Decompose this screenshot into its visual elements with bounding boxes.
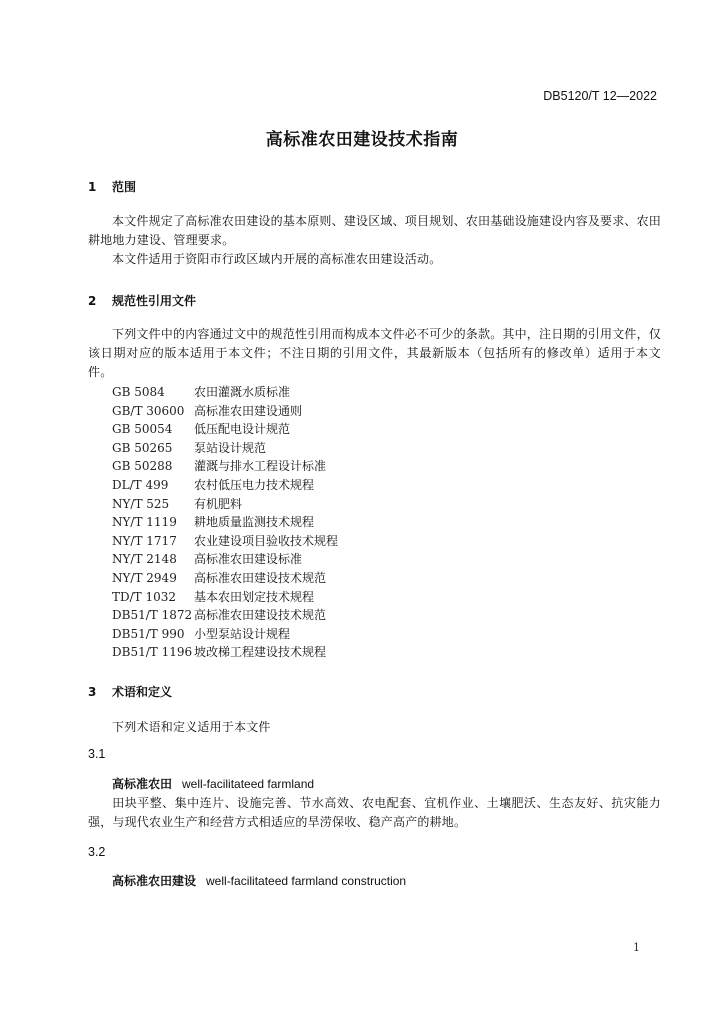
section-3-heading <box>88 683 172 700</box>
reference-code: GB 50265 <box>112 440 173 455</box>
reference-item <box>112 439 338 458</box>
reference-code: DB51/T 990 <box>112 626 185 641</box>
reference-title: 基本农田划定技术规程 <box>194 589 315 604</box>
reference-code: GB 50288 <box>112 459 173 474</box>
section-1-heading <box>88 178 136 195</box>
section-title: 规范性引用文件 <box>112 294 197 308</box>
reference-title: 灌溉与排水工程设计标准 <box>194 459 327 474</box>
term-chinese: 高标准农田建设 <box>112 874 197 888</box>
clause-number: 3.2 <box>88 845 106 859</box>
reference-title: 耕地质量监测技术规程 <box>194 515 315 530</box>
reference-code: GB 5084 <box>112 385 165 399</box>
reference-title: 泵站设计规范 <box>194 440 267 455</box>
reference-item <box>112 550 338 569</box>
term-english: well-facilitateed farmland construction <box>206 874 407 888</box>
reference-item <box>112 495 338 514</box>
paragraph-text: 本文件规定了高标准农田建设的基本原则、建设区域、项目规划、农田基础设施建设内容及要求、农田耕地地力建设、管理要求。 <box>88 214 662 247</box>
reference-item <box>112 383 338 402</box>
reference-title: 高标准农田建设通则 <box>194 403 303 418</box>
reference-item <box>112 569 338 588</box>
section-number: 2 <box>88 294 97 308</box>
reference-code: NY/T 525 <box>112 496 170 511</box>
scope-paragraph-1 <box>88 212 661 250</box>
reference-code: TD/T 1032 <box>112 589 177 604</box>
page-number: 1 <box>633 941 640 954</box>
reference-code: NY/T 1717 <box>112 533 177 548</box>
reference-title: 农田灌溉水质标准 <box>194 385 291 399</box>
clause-number: 3.1 <box>88 747 106 761</box>
section-title: 术语和定义 <box>112 685 173 699</box>
term-chinese: 高标准农田 <box>112 777 173 791</box>
reference-title: 高标准农田建设技术规范 <box>194 570 327 585</box>
reference-item <box>112 513 338 532</box>
section-number: 1 <box>88 180 97 194</box>
reference-item <box>112 402 338 421</box>
reference-title: 高标准农田建设技术规范 <box>194 608 327 623</box>
reference-item <box>112 457 338 476</box>
reference-item <box>112 532 338 551</box>
reference-item <box>112 643 338 662</box>
paragraph-text: 田块平整、集中连片、设施完善、节水高效、农电配套、宜机作业、土壤肥沃、生态友好、抗灾能力强，与现代农业生产和经营方式相适应的旱涝保收、稳产高产的耕地。 <box>88 796 661 829</box>
term-entry <box>112 775 314 792</box>
reference-title: 坡改梯工程建设技术规程 <box>194 645 327 660</box>
reference-code: NY/T 1119 <box>112 515 177 530</box>
term-english: well-facilitateed farmland <box>182 777 315 791</box>
reference-item <box>112 476 338 495</box>
reference-list <box>112 383 338 662</box>
reference-code: DB51/T 1196 <box>112 645 193 660</box>
reference-code: GB 50054 <box>112 422 173 437</box>
reference-title: 有机肥料 <box>194 496 243 511</box>
reference-code: GB/T 30600 <box>112 403 185 418</box>
document-title: 高标准农田建设技术指南 <box>265 130 459 150</box>
paragraph-text: 下列文件中的内容通过文中的规范性引用而构成本文件必不可少的条款。其中，注日期的引用文件，仅该日期对应的版本适用于本文件；不注日期的引用文件，其最新版本（包括所有的修改单）适用于本文件。 <box>88 327 662 379</box>
paragraph-text: 本文件适用于资阳市行政区域内开展的高标准农田建设活动。 <box>112 252 442 266</box>
paragraph-text: 下列术语和定义适用于本文件 <box>112 720 271 734</box>
reference-title: 农业建设项目验收技术规程 <box>194 533 339 548</box>
reference-title: 低压配电设计规范 <box>194 422 291 437</box>
reference-code: NY/T 2949 <box>112 570 177 585</box>
section-number: 3 <box>88 685 97 699</box>
reference-item <box>112 606 338 625</box>
terms-intro <box>88 718 661 737</box>
reference-title: 小型泵站设计规程 <box>194 626 291 641</box>
reference-code: NY/T 2148 <box>112 552 177 567</box>
reference-code: DL/T 499 <box>112 477 169 492</box>
reference-item <box>112 420 338 439</box>
document-code: DB5120/T 12—2022 <box>543 89 657 103</box>
reference-title: 高标准农田建设标准 <box>194 552 303 567</box>
term-definition <box>88 794 661 832</box>
term-entry <box>112 872 406 889</box>
reference-title: 农村低压电力技术规程 <box>194 477 315 492</box>
section-2-heading <box>88 292 196 309</box>
reference-item <box>112 625 338 644</box>
reference-code: DB51/T 1872 <box>112 608 193 623</box>
scope-paragraph-2 <box>88 250 661 269</box>
section-title: 范围 <box>112 180 137 194</box>
normative-references-intro <box>88 325 661 382</box>
reference-item <box>112 588 338 607</box>
